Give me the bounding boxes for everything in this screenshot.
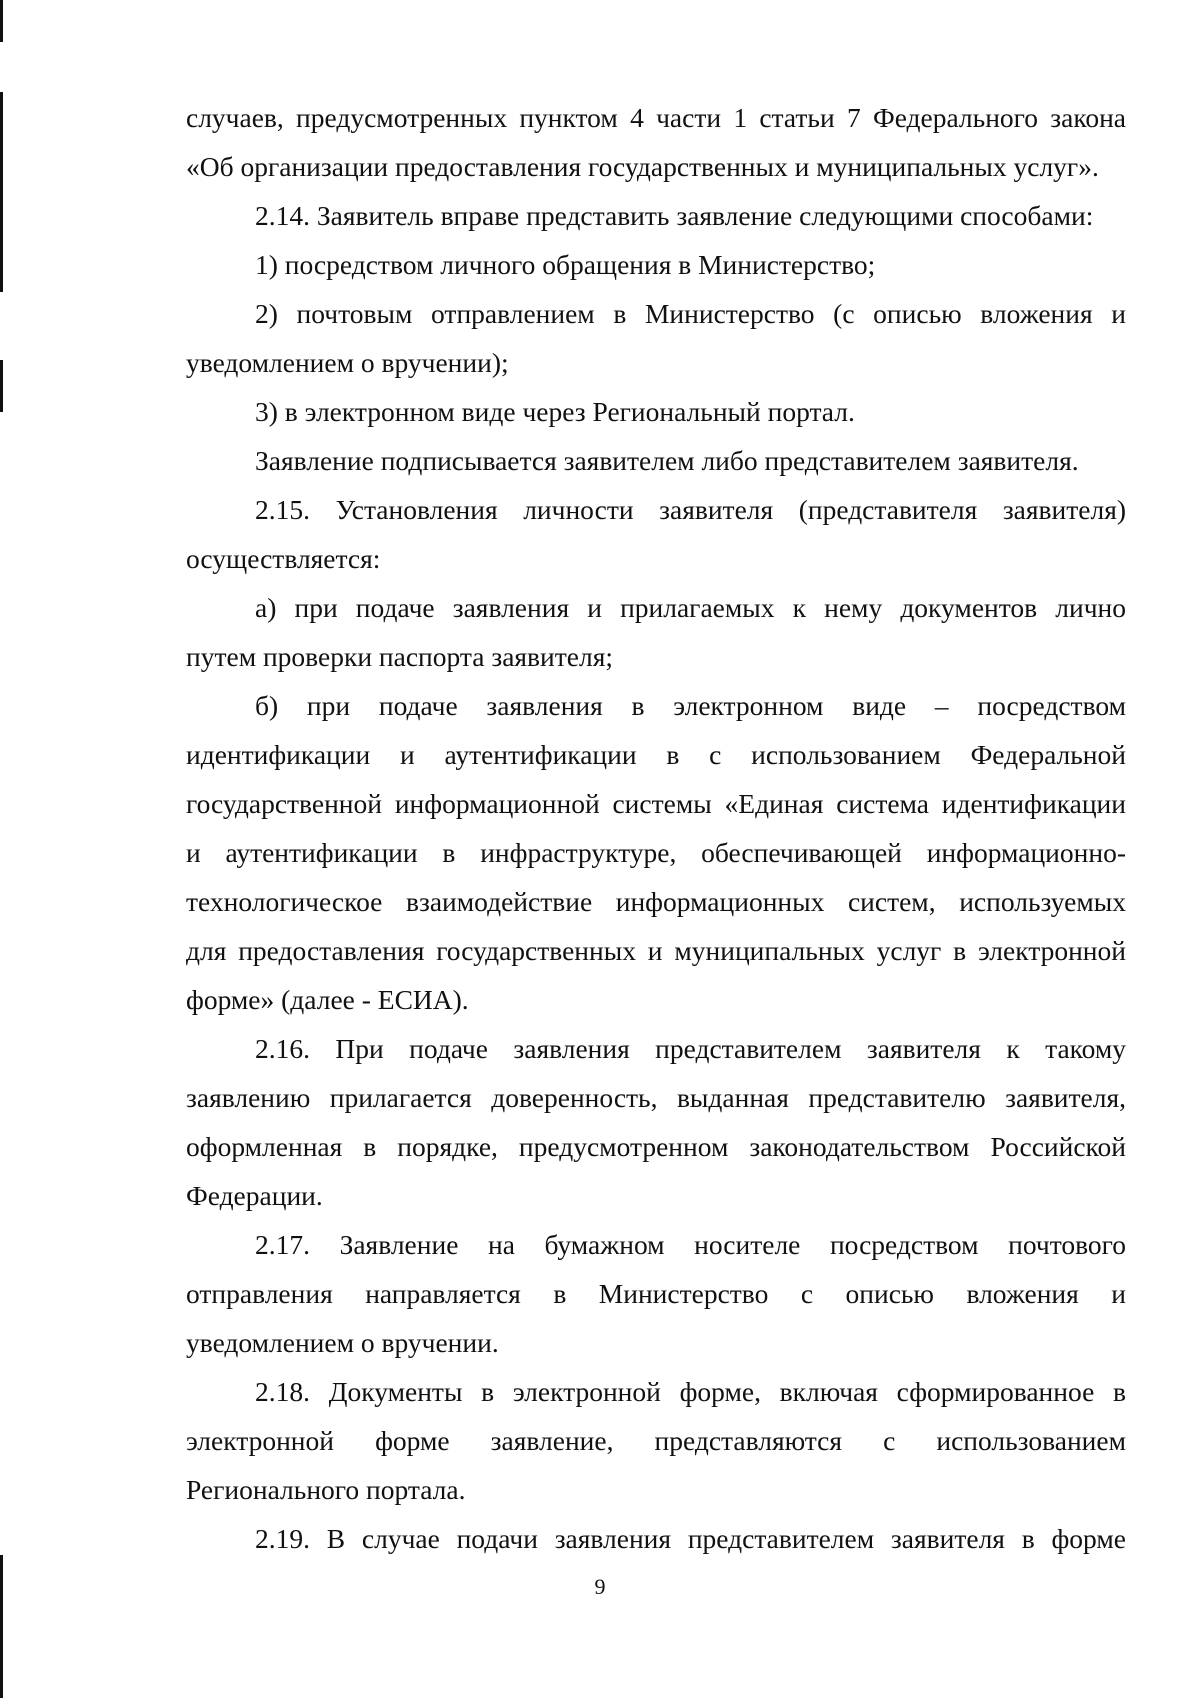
text-line: 2) почтовым отправлением в Министерство (с описью вложения и bbox=[255, 298, 1126, 329]
text-line: технологическое взаимодействие информационных систем, используемых bbox=[186, 886, 1126, 917]
text-line: отправления направляется в Министерство с описью вложения и bbox=[186, 1278, 1126, 1309]
document-body bbox=[186, 93, 1126, 1563]
scan-edge-mark bbox=[0, 0, 3, 42]
text-line: 1) посредством личного обращения в Министерство; bbox=[255, 249, 876, 280]
text-line: для предоставления государственных и муниципальных услуг в электронной bbox=[186, 935, 1126, 966]
text-line: идентификации и аутентификации в с использованием Федеральной bbox=[186, 739, 1126, 770]
text-line: б) при подаче заявления в электронном виде – посредством bbox=[255, 690, 1126, 721]
text-line: осуществляется: bbox=[186, 543, 381, 574]
text-line: «Об организации предоставления государственных и муниципальных услуг». bbox=[186, 151, 1099, 182]
text-line: уведомлением о вручении. bbox=[186, 1327, 499, 1358]
scan-edge-mark bbox=[0, 92, 3, 292]
text-line: уведомлением о вручении); bbox=[186, 347, 509, 378]
text-line: 3) в электронном виде через Региональный портал. bbox=[255, 396, 855, 427]
text-line: 2.14. Заявитель вправе представить заявление следующими способами: bbox=[255, 200, 1094, 231]
text-line: 2.18. Документы в электронной форме, включая сформированное в bbox=[255, 1376, 1126, 1407]
text-line: 2.19. В случае подачи заявления представителем заявителя в форме bbox=[255, 1523, 1126, 1554]
text-line: и аутентификации в инфраструктуре, обеспечивающей информационно- bbox=[186, 837, 1126, 868]
text-line: 2.15. Установления личности заявителя (представителя заявителя) bbox=[255, 494, 1126, 525]
text-line: форме» (далее - ЕСИА). bbox=[186, 984, 469, 1015]
text-line: а) при подаче заявления и прилагаемых к нему документов лично bbox=[255, 592, 1126, 623]
text-line: государственной информационной системы «Единая система идентификации bbox=[186, 788, 1126, 819]
text-line: заявлению прилагается доверенность, выданная представителю заявителя, bbox=[186, 1082, 1126, 1113]
text-line: случаев, предусмотренных пунктом 4 части 1 статьи 7 Федерального закона bbox=[186, 102, 1126, 133]
scan-edge-mark bbox=[0, 360, 3, 412]
text-line: 2.16. При подаче заявления представителем заявителя к такому bbox=[255, 1033, 1126, 1064]
text-line: Регионального портала. bbox=[186, 1474, 466, 1505]
text-line: оформленная в порядке, предусмотренном законодательством Российской bbox=[186, 1131, 1126, 1162]
text-line: 2.17. Заявление на бумажном носителе посредством почтового bbox=[255, 1229, 1126, 1260]
text-line: Заявление подписывается заявителем либо представителем заявителя. bbox=[255, 445, 1079, 476]
page-number: 9 bbox=[594, 1574, 606, 1599]
text-line: путем проверки паспорта заявителя; bbox=[186, 641, 613, 672]
text-line: электронной форме заявление, представляются с использованием bbox=[186, 1425, 1126, 1456]
text-line: Федерации. bbox=[186, 1180, 323, 1211]
